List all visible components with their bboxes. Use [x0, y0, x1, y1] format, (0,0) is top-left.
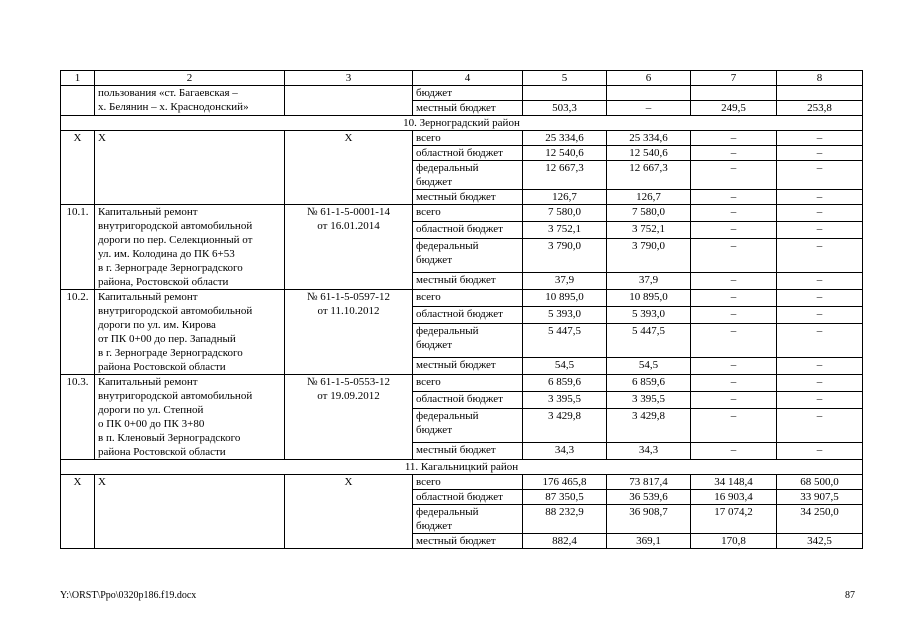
value-col7: 249,5 — [691, 101, 777, 116]
object-name: Капитальный ремонт внутригородской автомобильной дороги по пер. Селекционный от ул. им. Колодина до ПК 6+53 в г. Зернограде Зерноградского района, Ростовской области — [95, 205, 285, 290]
budget-type: областной бюджет — [413, 392, 523, 409]
page-number: 87 — [845, 590, 855, 601]
value-col6: 73 817,4 — [607, 475, 691, 490]
value-col7: – — [691, 324, 777, 357]
row-number: 10.2. — [61, 290, 95, 375]
value-col7 — [691, 86, 777, 101]
value-col5: 3 752,1 — [523, 222, 607, 239]
value-col6: 10 895,0 — [607, 290, 691, 307]
budget-type: местный бюджет — [413, 442, 523, 459]
value-col8: – — [777, 307, 863, 324]
budget-type: областной бюджет — [413, 146, 523, 161]
value-col8: – — [777, 222, 863, 239]
budget-type: федеральный бюджет — [413, 161, 523, 190]
budget-type: федеральный бюджет — [413, 409, 523, 442]
budget-type: местный бюджет — [413, 272, 523, 289]
value-col6: 6 859,6 — [607, 375, 691, 392]
budget-type: всего — [413, 475, 523, 490]
value-col8: 34 250,0 — [777, 505, 863, 534]
budget-table — [60, 70, 863, 549]
value-col6: 369,1 — [607, 534, 691, 549]
approval-code: № 61-1-5-0597-12 от 11.10.2012 — [285, 290, 413, 375]
value-col5: 3 395,5 — [523, 392, 607, 409]
value-col6: 34,3 — [607, 442, 691, 459]
value-col6: 25 334,6 — [607, 131, 691, 146]
header-row — [61, 71, 863, 86]
table-row — [61, 475, 863, 490]
value-col7: – — [691, 239, 777, 272]
value-col7: – — [691, 222, 777, 239]
approval-code: Х — [285, 131, 413, 205]
object-name: Капитальный ремонт внутригородской автомобильной дороги по ул. им. Кирова от ПК 0+00 до пер. Западный в г. Зернограде Зерноградского района Ростовской области — [95, 290, 285, 375]
header-cell: 7 — [691, 71, 777, 86]
table-row — [61, 205, 863, 222]
value-col6: 54,5 — [607, 357, 691, 374]
budget-type: федеральный бюджет — [413, 505, 523, 534]
value-col8: – — [777, 190, 863, 205]
budget-type: федеральный бюджет — [413, 324, 523, 357]
budget-type: местный бюджет — [413, 101, 523, 116]
header-cell: 4 — [413, 71, 523, 86]
approval-code: № 61-1-5-0553-12 от 19.09.2012 — [285, 375, 413, 460]
budget-type: всего — [413, 290, 523, 307]
header-cell: 2 — [95, 71, 285, 86]
value-col7: – — [691, 131, 777, 146]
value-col7: – — [691, 442, 777, 459]
value-col5: 126,7 — [523, 190, 607, 205]
value-col6: 3 790,0 — [607, 239, 691, 272]
budget-type: областной бюджет — [413, 222, 523, 239]
value-col7: – — [691, 392, 777, 409]
value-col5: 6 859,6 — [523, 375, 607, 392]
approval-code — [285, 86, 413, 116]
value-col8: 68 500,0 — [777, 475, 863, 490]
value-col7: – — [691, 290, 777, 307]
value-col6: 126,7 — [607, 190, 691, 205]
value-col6: 12 540,6 — [607, 146, 691, 161]
value-col7: – — [691, 205, 777, 222]
section-title: 11. Кагальницкий район — [61, 460, 863, 475]
approval-code: Х — [285, 475, 413, 549]
budget-type: местный бюджет — [413, 190, 523, 205]
value-col7: – — [691, 307, 777, 324]
value-col5: 5 393,0 — [523, 307, 607, 324]
budget-type: областной бюджет — [413, 490, 523, 505]
value-col8: – — [777, 290, 863, 307]
budget-type: всего — [413, 205, 523, 222]
object-name: Капитальный ремонт внутригородской автомобильной дороги по ул. Степной о ПК 0+00 до ПК 3+80 в п. Кленовый Зерноградского района Ростовской области — [95, 375, 285, 460]
header-cell: 5 — [523, 71, 607, 86]
file-path: Y:\ORST\Ppo\0320p186.f19.docx — [60, 590, 197, 601]
value-col7: – — [691, 272, 777, 289]
budget-type: всего — [413, 131, 523, 146]
value-col7: – — [691, 375, 777, 392]
value-col8: – — [777, 239, 863, 272]
value-col8: 342,5 — [777, 534, 863, 549]
value-col5: 503,3 — [523, 101, 607, 116]
value-col6: 3 429,8 — [607, 409, 691, 442]
value-col8: – — [777, 324, 863, 357]
value-col5: 882,4 — [523, 534, 607, 549]
value-col5: 3 429,8 — [523, 409, 607, 442]
value-col5: 5 447,5 — [523, 324, 607, 357]
value-col6: 3 395,5 — [607, 392, 691, 409]
budget-type: областной бюджет — [413, 307, 523, 324]
value-col5: 87 350,5 — [523, 490, 607, 505]
value-col8: – — [777, 409, 863, 442]
value-col7: 17 074,2 — [691, 505, 777, 534]
value-col6: 5 447,5 — [607, 324, 691, 357]
value-col5: 54,5 — [523, 357, 607, 374]
section-row — [61, 460, 863, 475]
value-col5: 37,9 — [523, 272, 607, 289]
value-col8: – — [777, 272, 863, 289]
value-col6: 3 752,1 — [607, 222, 691, 239]
value-col7: 16 903,4 — [691, 490, 777, 505]
value-col7: 34 148,4 — [691, 475, 777, 490]
header-cell: 3 — [285, 71, 413, 86]
value-col7: – — [691, 357, 777, 374]
value-col8 — [777, 86, 863, 101]
value-col7: – — [691, 161, 777, 190]
value-col5: 10 895,0 — [523, 290, 607, 307]
budget-type: всего — [413, 375, 523, 392]
object-name: Х — [95, 475, 285, 549]
table-row — [61, 86, 863, 101]
value-col8: – — [777, 357, 863, 374]
value-col5: 25 334,6 — [523, 131, 607, 146]
value-col5 — [523, 86, 607, 101]
table-row — [61, 131, 863, 146]
value-col7: – — [691, 190, 777, 205]
value-col5: 34,3 — [523, 442, 607, 459]
value-col8: – — [777, 205, 863, 222]
value-col8: – — [777, 375, 863, 392]
value-col6: 37,9 — [607, 272, 691, 289]
value-col7: – — [691, 409, 777, 442]
budget-type: бюджет — [413, 86, 523, 101]
value-col8: – — [777, 161, 863, 190]
table-row — [61, 375, 863, 392]
value-col6: 12 667,3 — [607, 161, 691, 190]
value-col5: 12 667,3 — [523, 161, 607, 190]
approval-code: № 61-1-5-0001-14 от 16.01.2014 — [285, 205, 413, 290]
value-col5: 12 540,6 — [523, 146, 607, 161]
value-col6: 36 539,6 — [607, 490, 691, 505]
value-col5: 176 465,8 — [523, 475, 607, 490]
header-cell: 1 — [61, 71, 95, 86]
object-name: пользования «ст. Багаевская – х. Белянин – х. Краснодонский» — [95, 86, 285, 116]
row-number: 10.3. — [61, 375, 95, 460]
row-number: 10.1. — [61, 205, 95, 290]
object-name: Х — [95, 131, 285, 205]
value-col8: 253,8 — [777, 101, 863, 116]
value-col8: – — [777, 146, 863, 161]
value-col6 — [607, 86, 691, 101]
value-col8: 33 907,5 — [777, 490, 863, 505]
value-col7: – — [691, 146, 777, 161]
header-cell: 6 — [607, 71, 691, 86]
header-cell: 8 — [777, 71, 863, 86]
value-col6: 7 580,0 — [607, 205, 691, 222]
row-number: Х — [61, 131, 95, 205]
value-col5: 7 580,0 — [523, 205, 607, 222]
row-number — [61, 86, 95, 116]
budget-type: местный бюджет — [413, 357, 523, 374]
value-col6: 36 908,7 — [607, 505, 691, 534]
section-title: 10. Зерноградский район — [61, 116, 863, 131]
value-col7: 170,8 — [691, 534, 777, 549]
budget-type: федеральный бюджет — [413, 239, 523, 272]
section-row — [61, 116, 863, 131]
table-row — [61, 290, 863, 307]
budget-type: местный бюджет — [413, 534, 523, 549]
value-col6: 5 393,0 — [607, 307, 691, 324]
value-col6: – — [607, 101, 691, 116]
row-number: Х — [61, 475, 95, 549]
value-col8: – — [777, 392, 863, 409]
value-col8: – — [777, 131, 863, 146]
value-col8: – — [777, 442, 863, 459]
value-col5: 88 232,9 — [523, 505, 607, 534]
value-col5: 3 790,0 — [523, 239, 607, 272]
